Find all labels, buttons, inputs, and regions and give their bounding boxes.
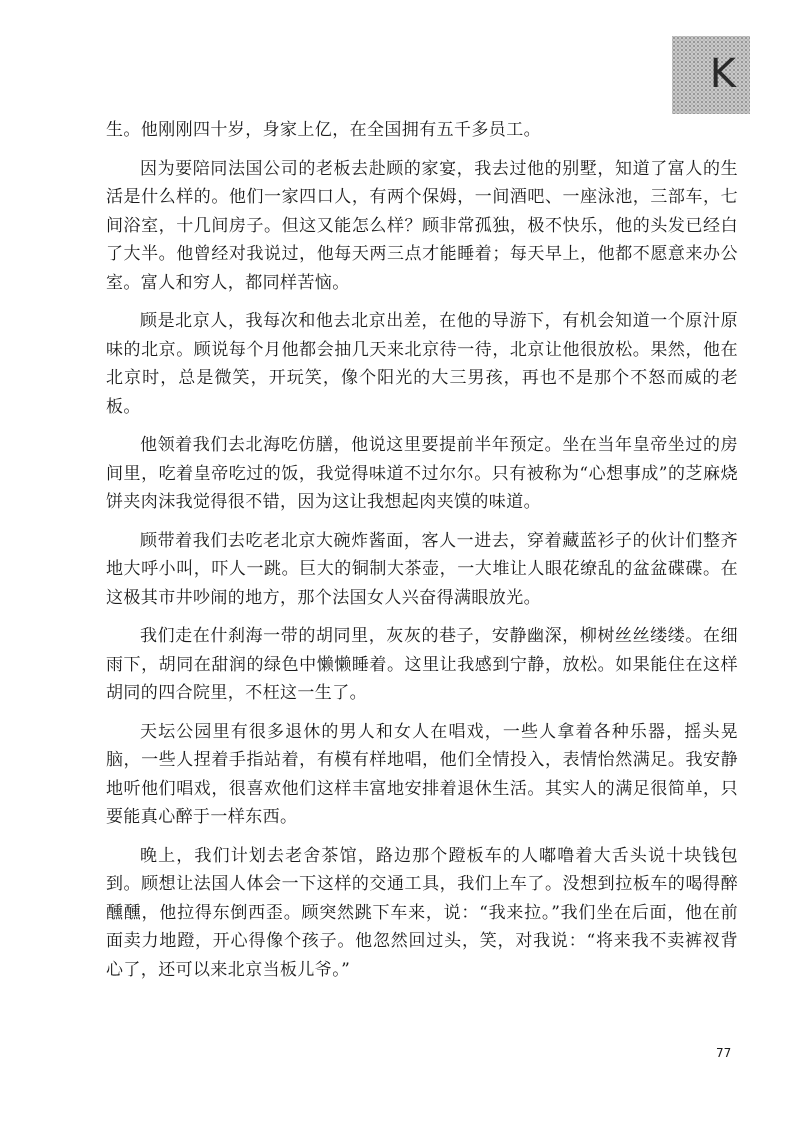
paragraph-1: 生。他刚刚四十岁，身家上亿，在全国拥有五千多员工。 — [106, 120, 541, 140]
paragraph-4: 他领着我们去北海吃仿膳，他说这里要提前半年预定。坐在当年皇帝坐过的房间里，吃着皇帝吃过的饭，我觉得味道不过尔尔。只有被称为“心想事成”的芝麻烧饼夹肉沫我觉得很不错，因为这让我想起肉夹馍的味道。 — [106, 435, 738, 512]
paragraph-8: 晚上，我们计划去老舍茶馆，路边那个蹬板车的人嘟噜着大舌头说十块钱包到。顾想让法国人体会一下这样的交通工具，我们上车了。没想到拉板车的喝得醉醺醺，他拉得东倒西歪。顾突然跳下车来，说：“我来拉。”我们坐在后面，他在前面卖力地蹬，开心得像个孩子。他忽然回过头，笑，对我说：“将来我不卖裤衩背心了，还可以来北京当板儿爷。” — [106, 845, 738, 980]
paragraph-3: 顾是北京人，我每次和他去北京出差，在他的导游下，有机会知道一个原汁原味的北京。顾说每个月他都会抽几天来北京待一待，北京让他很放松。果然，他在北京时，总是微笑，开玩笑，像个阳光的大三男孩，再也不是那个不怒而威的老板。 — [106, 311, 738, 417]
paragraph-5: 顾带着我们去吃老北京大碗炸酱面，客人一进去，穿着藏蓝衫子的伙计们整齐地大呼小叫，吓人一跳。巨大的铜制大茶壶，一大堆让人眼花缭乱的盆盆碟碟。在这极其市井吵闹的地方，那个法国女人兴奋得满眼放光。 — [106, 530, 738, 608]
paragraph-6: 我们走在什刹海一带的胡同里，灰灰的巷子，安静幽深，柳树丝丝缕缕。在细雨下，胡同在甜润的绿色中懒懒睡着。这里让我感到宁静，放松。如果能住在这样胡同的四合院里，不枉这一生了。 — [106, 626, 738, 703]
page-number: 77 — [716, 1046, 732, 1060]
paragraph-2: 因为要陪同法国公司的老板去赴顾的家宴，我去过他的别墅，知道了富人的生活是什么样的。他们一家四口人，有两个保姆，一间酒吧、一座泳池，三部车，七间浴室，十几间房子。但这又能怎么样？顾非常孤独，极不快乐，他的头发已经白了大半。他曾经对我说过，他每天两三点才能睡着；每天早上，他都不愿意来办公室。富人和穷人，都同样苦恼。 — [106, 158, 738, 293]
section-tab — [672, 36, 750, 114]
body-text — [106, 116, 738, 994]
paragraph-7: 天坛公园里有很多退休的男人和女人在唱戏，一些人拿着各种乐器，摇头晃脑，一些人捏着手指站着，有模有样地唱，他们全情投入，表情怡然满足。我安静地听他们唱戏，很喜欢他们这样丰富地安排着退休生活。其实人的满足很简单，只要能真心醉于一样东西。 — [106, 721, 738, 827]
section-tab-letter: K — [709, 51, 736, 97]
